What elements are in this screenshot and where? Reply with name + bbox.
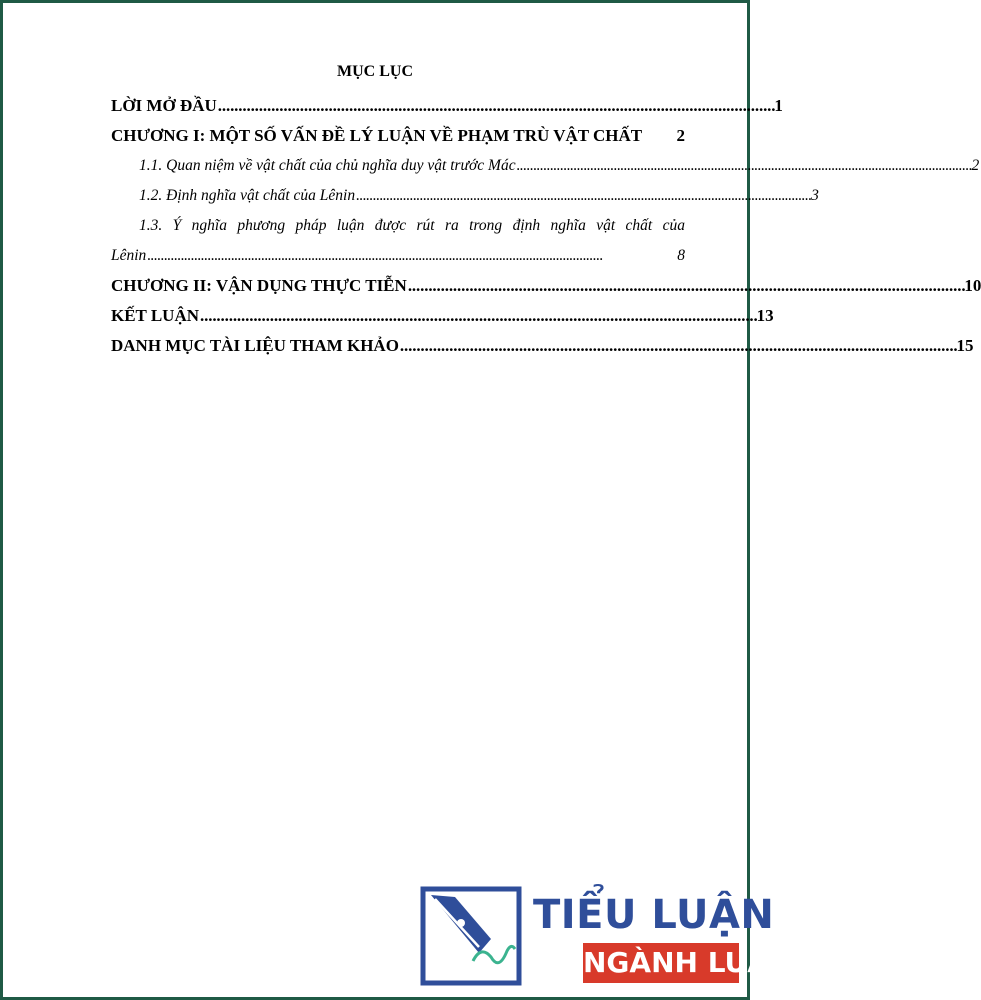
dot-leader bbox=[408, 271, 964, 301]
toc-entry-label: CHƯƠNG II: VẬN DỤNG THỰC TIỄN bbox=[111, 276, 407, 295]
toc-entry-label: CHƯƠNG I: MỘT SỐ VẤN ĐỀ LÝ LUẬN VỀ PHẠM TRÙ VẬT CHẤT bbox=[111, 126, 643, 145]
toc-entry-page: 1 bbox=[774, 96, 783, 115]
toc-entry-1-3-line1[interactable]: 1.3. Ý nghĩa phương pháp luận được rút ra trong định nghĩa vật chất của bbox=[139, 217, 685, 234]
toc-entry-page: 13 bbox=[756, 306, 774, 325]
table-of-contents bbox=[111, 91, 981, 361]
toc-entry-ket-luan[interactable] bbox=[111, 301, 774, 331]
toc-entry-page: 3 bbox=[811, 187, 819, 204]
toc-entry-page: 2 bbox=[971, 157, 980, 174]
dot-leader bbox=[356, 181, 810, 211]
toc-entry-page: 8 bbox=[677, 247, 685, 264]
toc-entry-label: 1.1. Quan niệm về vật chất của chủ nghĩa duy vật trước Mác bbox=[139, 157, 516, 174]
toc-entry-label: Lênin bbox=[111, 247, 147, 264]
toc-entry-chuong-1[interactable] bbox=[111, 121, 685, 151]
toc-title: MỤC LỤC bbox=[337, 63, 413, 80]
toc-entry-loi-mo-dau[interactable] bbox=[111, 91, 783, 121]
dot-leader bbox=[200, 301, 756, 331]
logo-text-nganh-luat: NGÀNH LUẬT bbox=[583, 943, 739, 983]
toc-entry-label: KẾT LUẬN bbox=[111, 306, 200, 325]
logo-text-tieu-luan: TIỂU LUẬN bbox=[533, 892, 775, 938]
tieu-luan-nganh-luat-logo bbox=[421, 885, 789, 991]
fountain-pen-nib-icon bbox=[421, 887, 521, 985]
toc-entry-chuong-2[interactable] bbox=[111, 271, 981, 301]
toc-entry-page: 15 bbox=[956, 336, 974, 355]
dot-leader bbox=[218, 91, 774, 121]
toc-entry-page: 2 bbox=[676, 126, 685, 145]
toc-entry-page: 10 bbox=[964, 276, 981, 295]
toc-entry-1-3-line2[interactable] bbox=[111, 241, 685, 271]
toc-entry-tai-lieu-tham-khao[interactable] bbox=[111, 331, 974, 361]
toc-entry-1-2[interactable] bbox=[111, 181, 819, 211]
dot-leader bbox=[400, 331, 956, 361]
toc-entry-1-1[interactable] bbox=[111, 151, 980, 181]
dot-leader bbox=[517, 151, 971, 181]
toc-entry-label: LỜI MỞ ĐẦU bbox=[111, 96, 217, 115]
dot-leader bbox=[147, 241, 676, 271]
toc-entry-label: 1.2. Định nghĩa vật chất của Lênin bbox=[139, 187, 356, 204]
toc-entry-label: DANH MỤC TÀI LIỆU THAM KHẢO bbox=[111, 336, 399, 355]
